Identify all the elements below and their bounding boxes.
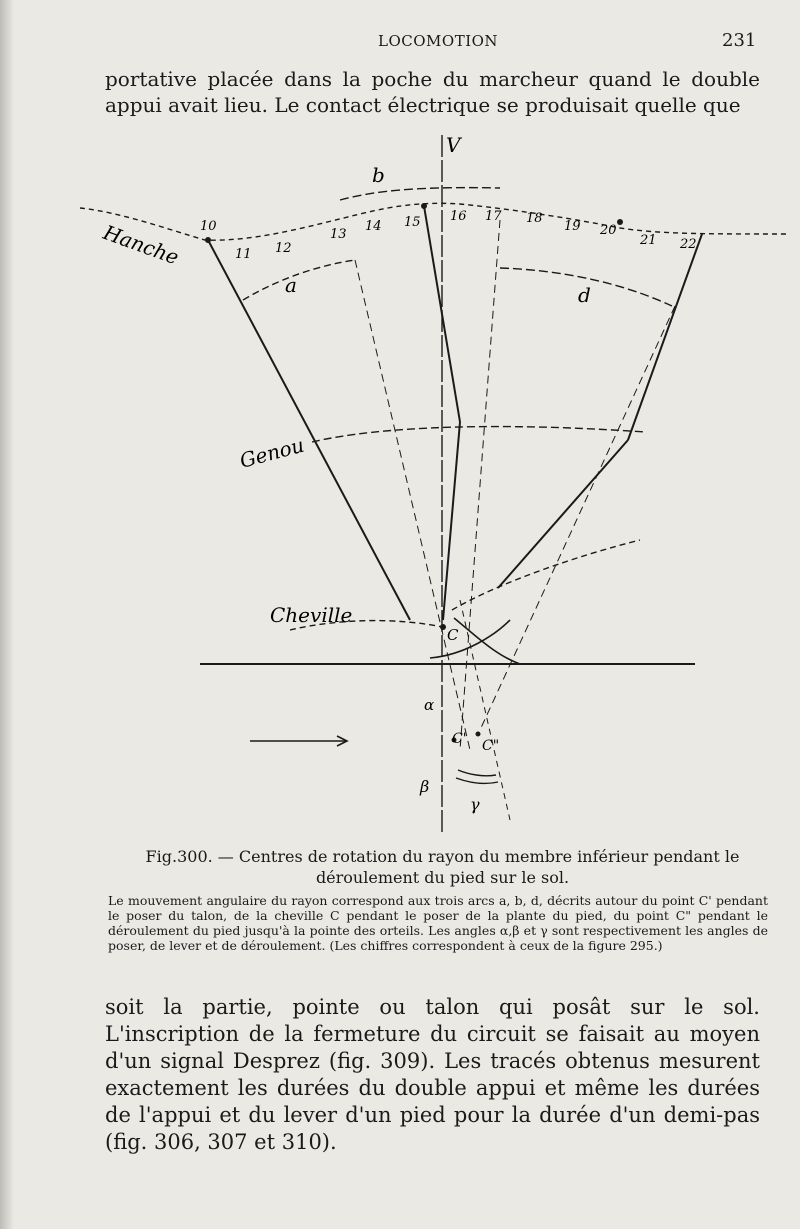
point-num-11: 11 <box>235 247 252 262</box>
ankle-trajectory-2 <box>452 540 640 610</box>
radial-line-2 <box>460 220 500 750</box>
figure-caption-title: Fig.300. — Centres de rotation du rayon du membre inférieur pendant le déroulement du pied sur le sol. <box>145 847 740 887</box>
label-V: V <box>446 133 461 157</box>
figure-300-diagram <box>80 130 800 840</box>
label-hanche: Hanche <box>100 220 182 270</box>
point-num-19: 19 <box>564 219 581 234</box>
leg-line-22-lower <box>498 440 628 588</box>
label-a: a <box>285 273 297 297</box>
arc-a <box>243 260 355 300</box>
page-gutter-shadow <box>0 0 14 1229</box>
point-num-13: 13 <box>330 227 347 242</box>
paragraph-top: portative placée dans la poche du marcheur quand le double appui avait lieu. Le contact électrique se produisait quelle que <box>105 67 760 117</box>
figure-caption-body: Le mouvement angulaire du rayon correspond aux trois arcs a, b, d, décrits autour du point C' pendant le poser du talon, de la cheville C pendant le poser de la plante du pied, du point C" pendant le déroulement du pied jusqu'à la pointe des orteils. Les angles α,β et γ sont respectivement les angles de poser, de lever et de déroulement. (Les chiffres correspondent à ceux de la figure 295.) <box>108 893 768 953</box>
angle-arc-gamma <box>458 770 496 776</box>
label-genou: Genou <box>237 432 307 473</box>
label-gamma: γ <box>470 795 480 814</box>
point-num-16: 16 <box>450 209 467 224</box>
label-C: C <box>447 626 459 644</box>
label-alpha: α <box>424 696 435 714</box>
label-C2: C" <box>482 738 500 754</box>
running-title: LOCOMOTION <box>378 32 499 50</box>
point-num-12: 12 <box>275 241 292 256</box>
page-number: 231 <box>722 30 757 51</box>
page-header <box>0 28 800 54</box>
radial-line-4 <box>460 600 510 820</box>
point-num-10: 10 <box>200 219 217 234</box>
arc-b <box>340 188 500 200</box>
hip-trajectory <box>80 203 790 240</box>
label-b: b <box>372 163 385 187</box>
radial-line-3 <box>480 306 675 730</box>
toe-arc <box>454 618 520 664</box>
point-num-14: 14 <box>365 219 382 234</box>
center-C2 <box>476 732 481 737</box>
point-15 <box>421 203 427 209</box>
leg-line-10 <box>208 240 410 620</box>
point-num-17: 17 <box>485 209 502 224</box>
label-beta: β <box>420 777 430 796</box>
point-num-15: 15 <box>404 215 421 230</box>
label-d: d <box>578 283 591 307</box>
leg-line-22 <box>628 234 702 440</box>
point-num-20: 20 <box>600 223 617 238</box>
point-num-18: 18 <box>526 211 543 226</box>
point-10 <box>205 237 211 243</box>
point-num-21: 21 <box>640 233 657 248</box>
paragraph-bottom: soit la partie, pointe ou talon qui posât sur le sol. L'inscription de la fermeture du circuit se faisait au moyen d'un signal Desprez (fig. 309). Les tracés obtenus mesurent exactement les durées du double appui et même les durées de l'appui et du lever d'un pied pour la durée d'un demi-pas (fig. 306, 307 et 310). <box>105 995 760 1154</box>
label-cheville: Cheville <box>270 603 353 627</box>
point-20 <box>617 219 623 225</box>
point-num-22: 22 <box>680 237 697 252</box>
leg-line-15-lower <box>443 422 460 620</box>
knee-arc <box>312 427 645 442</box>
center-C <box>440 624 446 630</box>
angle-arc-gamma-2 <box>456 778 498 783</box>
label-C1: C' <box>452 731 467 747</box>
